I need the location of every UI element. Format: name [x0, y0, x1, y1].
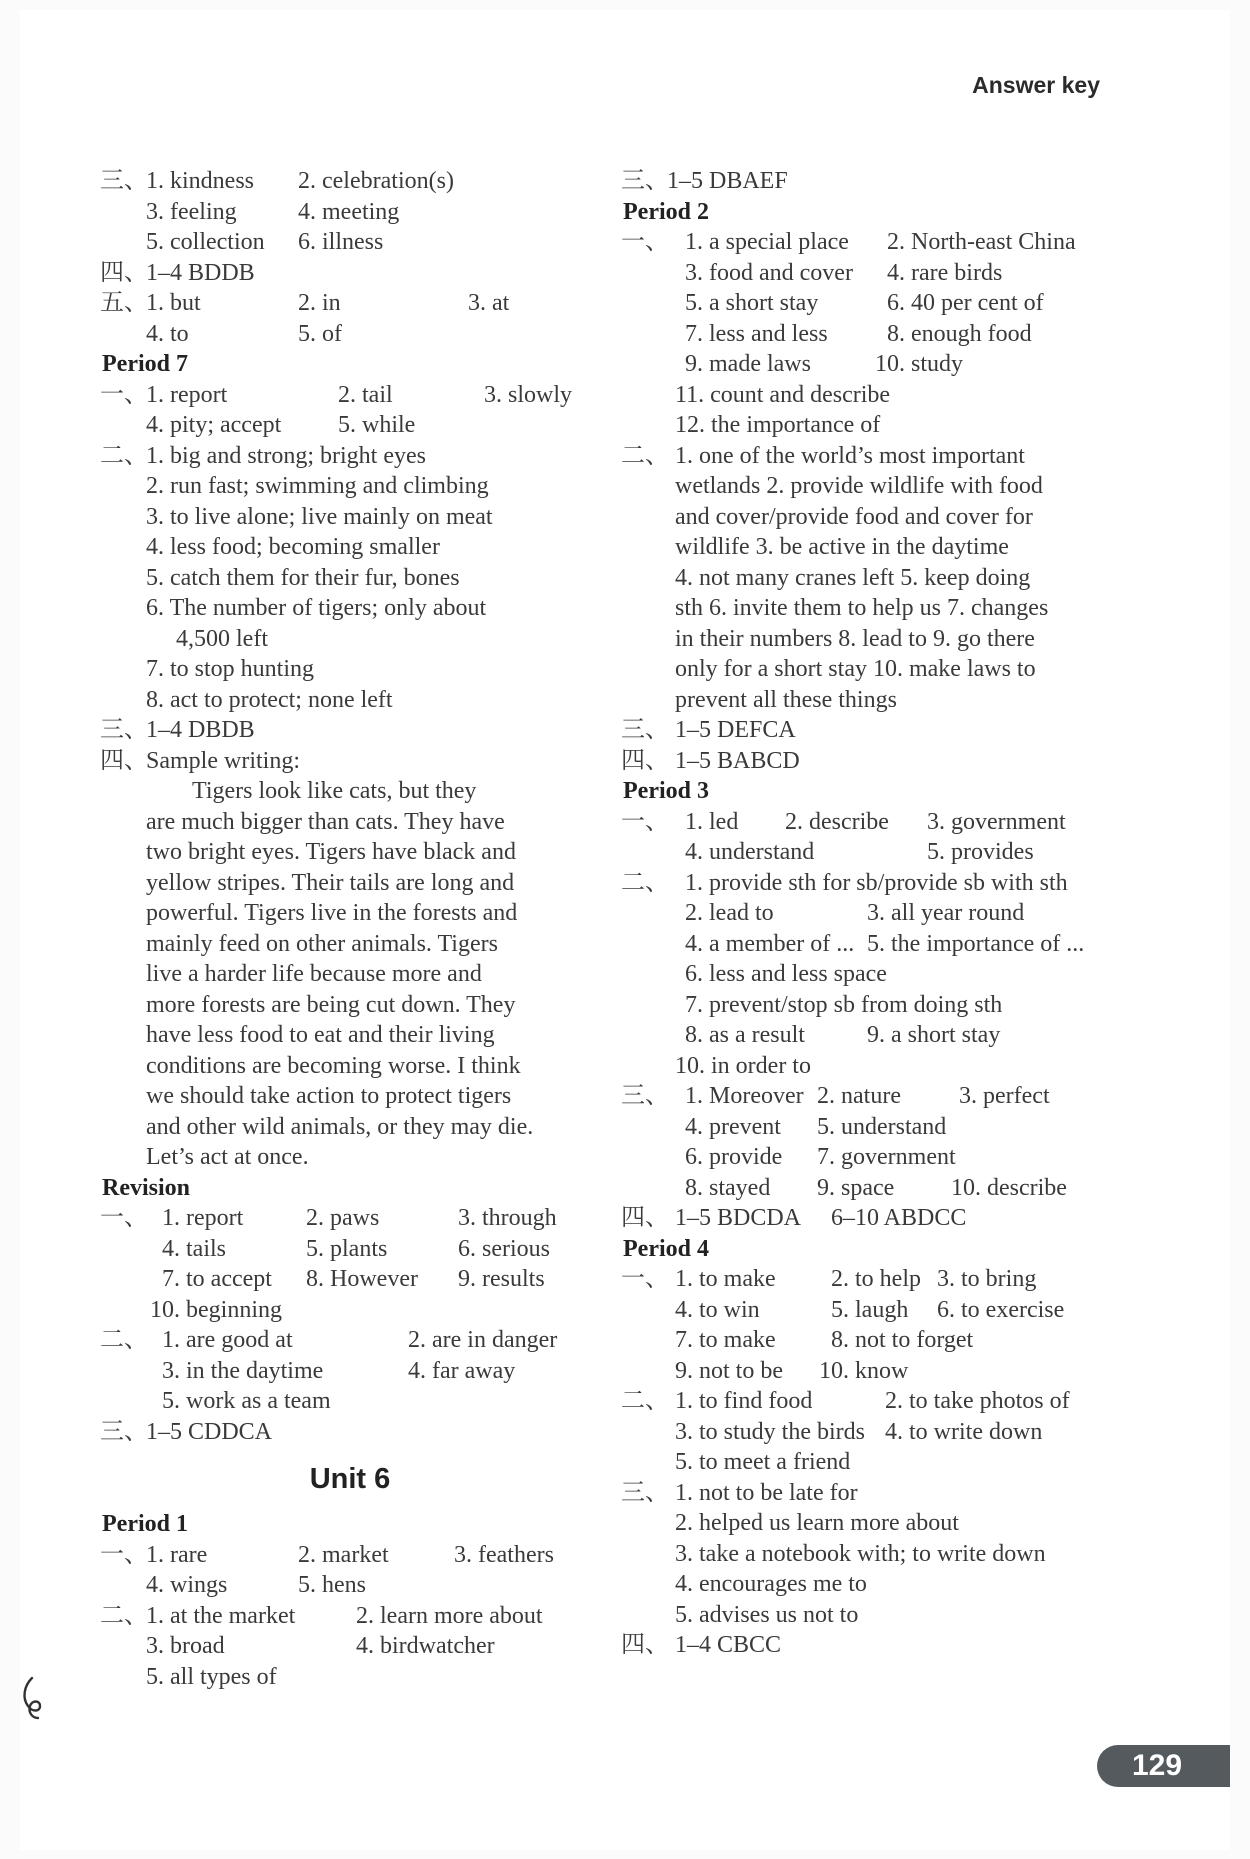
answer-line [100, 1020, 600, 1051]
answer-line [100, 1295, 600, 1326]
answer-line [100, 1203, 600, 1234]
section-heading [100, 349, 600, 380]
page-number: 129 [1131, 1749, 1183, 1782]
answer-text: Sample writing: [146, 747, 300, 774]
period-heading: Period 1 [102, 1511, 188, 1537]
answer-text: 8. stayed [685, 1174, 771, 1201]
answer-text: 4. rare birds [887, 259, 1003, 286]
answer-text: 6–10 ABDCC [831, 1205, 967, 1231]
answer-line [621, 868, 1121, 899]
section-marker: 二、 [100, 1327, 148, 1353]
answer-text: 3. in the daytime [162, 1357, 324, 1384]
answer-text: 4. prevent [685, 1113, 781, 1140]
answer-text: 4. a member of ... [685, 930, 855, 957]
answer-line [621, 1356, 1121, 1387]
answer-text: 8. However [306, 1266, 418, 1292]
answer-text: 1. provide sth for sb/provide sb with sth [685, 869, 1068, 896]
answer-text: 1. kindness [146, 168, 254, 194]
answer-text: 3. to live alone; live mainly on meat [146, 503, 493, 530]
answer-text: 1–4 DBDB [146, 717, 255, 743]
answer-text: 7. to accept [162, 1266, 272, 1292]
answer-line [100, 471, 600, 502]
answer-line [621, 471, 1121, 502]
answer-line [621, 441, 1121, 472]
answer-text: 4. understand [685, 839, 815, 865]
answer-text: 4,500 left [176, 625, 268, 652]
answer-text: and other wild animals, or they may die. [146, 1113, 534, 1140]
answer-line [100, 1264, 600, 1295]
section-marker: 五、 [100, 290, 148, 316]
answer-line [100, 959, 600, 990]
answer-text: 8. not to forget [831, 1327, 974, 1353]
answer-line [100, 1386, 600, 1417]
answer-line [100, 624, 600, 655]
answer-text: 8. enough food [887, 320, 1032, 347]
answer-line [100, 1631, 600, 1662]
answer-text: 5. all types of [146, 1663, 277, 1690]
answer-line [621, 227, 1121, 258]
answer-text: 1–5 DBAEF [667, 168, 788, 194]
answer-text: 5. catch them for their fur, bones [146, 564, 460, 591]
answer-line [621, 380, 1121, 411]
answer-line [100, 990, 600, 1021]
answer-line [621, 563, 1121, 594]
answer-text: 5. of [298, 320, 342, 347]
answer-line [100, 746, 600, 777]
period-heading: Period 7 [102, 351, 188, 377]
answer-text: 2. nature [817, 1083, 901, 1109]
answer-text: 4. to win [675, 1296, 760, 1323]
answer-text: Let’s act at once. [146, 1144, 309, 1170]
section-marker: 一、 [621, 808, 669, 835]
answer-line [100, 197, 600, 228]
answer-text: 3. slowly [484, 381, 573, 408]
answer-line [621, 1478, 1121, 1509]
answer-text: 7. prevent/stop sb from doing sth [685, 991, 1003, 1018]
answer-text: 9. not to be [675, 1357, 783, 1384]
answer-text: 5. advises us not to [675, 1601, 859, 1628]
answer-text: 6. to exercise [937, 1296, 1065, 1323]
section-marker: 二、 [621, 442, 669, 469]
answer-text: 3. government [927, 808, 1066, 835]
answer-line [100, 1662, 600, 1693]
answer-text: 4. less food; becoming smaller [146, 534, 440, 560]
answer-text: 6. 40 per cent of [887, 290, 1044, 316]
section-heading [621, 1234, 1121, 1265]
section-marker: 一、 [100, 1205, 148, 1231]
answer-text: 9. results [458, 1266, 545, 1292]
answer-line [100, 1112, 600, 1143]
answer-line [100, 227, 600, 258]
answer-text: 3. at [468, 290, 510, 316]
answer-text: 1. to make [675, 1266, 776, 1292]
answer-line [100, 1325, 600, 1356]
answer-text: 7. less and less [685, 320, 828, 347]
unit-title: Unit 6 [309, 1463, 391, 1495]
answer-text: 2. market [298, 1541, 389, 1568]
answer-line [621, 532, 1121, 563]
answer-text: 8. act to protect; none left [146, 686, 393, 713]
answer-text: 1–4 BDDB [146, 259, 255, 286]
answer-line [100, 410, 600, 441]
answer-text: 7. government [817, 1144, 956, 1170]
answer-text: 5. plants [306, 1235, 388, 1262]
answer-line [100, 441, 600, 472]
answer-line [100, 1234, 600, 1265]
answer-text: 10. beginning [150, 1296, 282, 1323]
answer-line [621, 502, 1121, 533]
answer-text: mainly feed on other animals. Tigers [146, 930, 498, 957]
answer-text: 6. The number of tigers; only about [146, 595, 487, 621]
answer-line [621, 1264, 1121, 1295]
answer-text: 3. to bring [937, 1266, 1037, 1292]
answer-text: 1–5 BABCD [675, 747, 800, 774]
answer-line [621, 1417, 1121, 1448]
answer-text: 4. wings [146, 1572, 228, 1598]
answer-line [100, 837, 600, 868]
answer-text: 10. in order to [675, 1052, 811, 1079]
answer-text: 4. birdwatcher [356, 1633, 495, 1659]
section-marker: 三、 [100, 1418, 148, 1445]
answer-text: 2. tail [338, 381, 393, 408]
answer-line [621, 1447, 1121, 1478]
section-marker: 三、 [100, 717, 148, 743]
section-marker: 四、 [621, 747, 669, 774]
answer-line [621, 1600, 1121, 1631]
answer-text: conditions are becoming worse. I think [146, 1052, 521, 1079]
section-marker: 一、 [621, 1266, 669, 1292]
section-marker: 四、 [100, 259, 148, 286]
answer-line [100, 929, 600, 960]
section-marker: 一、 [100, 1541, 148, 1568]
answer-text: wetlands 2. provide wildlife with food [675, 473, 1043, 499]
answer-text: 2. to help [831, 1266, 921, 1292]
answer-text: 1. a special place [685, 229, 849, 255]
answer-text: prevent all these things [675, 686, 897, 713]
answer-text: 5. understand [817, 1113, 947, 1140]
answer-text: 6. serious [458, 1235, 550, 1262]
answer-line [100, 1601, 600, 1632]
answer-line [621, 654, 1121, 685]
answer-line [100, 776, 600, 807]
answer-line [621, 1508, 1121, 1539]
answer-text: are much bigger than cats. They have [146, 808, 505, 835]
answer-text: 1. rare [146, 1541, 208, 1568]
answer-text: 4. to write down [885, 1418, 1043, 1445]
answer-text: 2. to take photos of [885, 1388, 1070, 1414]
answer-text: sth 6. invite them to help us 7. changes [675, 595, 1049, 621]
answer-text: 5. while [338, 412, 416, 438]
section-marker: 二、 [621, 869, 669, 896]
answer-text: 10. describe [951, 1174, 1067, 1201]
answer-line [621, 1386, 1121, 1417]
answer-text: 5. to meet a friend [675, 1449, 851, 1475]
answer-text: 3. through [458, 1205, 557, 1231]
answer-line [100, 868, 600, 899]
answer-line [621, 1203, 1121, 1234]
answer-text: two bright eyes. Tigers have black and [146, 839, 516, 865]
answer-line [621, 1081, 1121, 1112]
section-marker: 三、 [621, 1083, 669, 1109]
answer-text: more forests are being cut down. They [146, 991, 516, 1018]
answer-text: yellow stripes. Their tails are long and [146, 869, 515, 896]
answer-text: we should take action to protect tigers [146, 1083, 512, 1109]
answer-line [621, 166, 1121, 197]
answer-text: 4. tails [162, 1235, 226, 1262]
answer-line [100, 654, 600, 685]
answer-text: 1–5 DEFCA [675, 717, 796, 743]
answer-line [621, 624, 1121, 655]
period-heading: Period 3 [623, 778, 709, 804]
answer-line [621, 319, 1121, 350]
section-marker: 四、 [100, 747, 148, 774]
answer-text: 1–5 BDCDA [675, 1205, 802, 1231]
answer-text: 3. take a notebook with; to write down [675, 1540, 1046, 1567]
answer-line [621, 258, 1121, 289]
answer-text: 5. provides [927, 839, 1034, 865]
answer-text: 2. learn more about [356, 1602, 543, 1629]
answer-text: have less food to eat and their living [146, 1022, 495, 1048]
answer-line [621, 715, 1121, 746]
answer-text: 1. report [162, 1205, 244, 1231]
period-heading: Revision [102, 1174, 191, 1201]
answer-text: 1–4 CBCC [675, 1632, 782, 1658]
answer-text: in their numbers 8. lead to 9. go there [675, 625, 1035, 652]
answer-line [100, 563, 600, 594]
answer-text: 5. collection [146, 229, 265, 255]
answer-line [100, 1417, 600, 1448]
answer-text: 5. hens [298, 1572, 366, 1598]
section-heading [621, 197, 1121, 228]
answer-text: 7. to stop hunting [146, 656, 315, 682]
section-heading [100, 1173, 600, 1204]
answer-text: Tigers look like cats, but they [192, 778, 477, 804]
answer-line [100, 715, 600, 746]
answer-line [621, 1142, 1121, 1173]
answer-line [621, 990, 1121, 1021]
publisher-logo-icon [18, 1676, 48, 1720]
answer-line [100, 1081, 600, 1112]
section-marker: 二、 [621, 1388, 669, 1414]
answer-text: 9. a short stay [867, 1022, 1001, 1048]
answer-text: 6. provide [685, 1144, 783, 1170]
answer-line [621, 837, 1121, 868]
answer-line [100, 319, 600, 350]
answer-text: 1. at the market [146, 1602, 296, 1629]
answer-line [100, 593, 600, 624]
answer-line [621, 898, 1121, 929]
right-column [621, 166, 1121, 1661]
answer-text: 5. a short stay [685, 290, 819, 316]
answer-text: 5. laugh [831, 1296, 909, 1323]
answer-line [621, 1295, 1121, 1326]
answer-text: 1. report [146, 381, 228, 408]
answer-text: 4. encourages me to [675, 1571, 867, 1597]
answer-text: 1. one of the world’s most important [675, 442, 1025, 469]
header-title: Answer key [972, 72, 1100, 98]
answer-line [621, 349, 1121, 380]
answer-text: powerful. Tigers live in the forests and [146, 900, 518, 926]
answer-text: 1. but [146, 290, 201, 316]
left-column [100, 166, 600, 1692]
answer-text: 11. count and describe [675, 381, 891, 408]
section-heading [621, 776, 1121, 807]
answer-line [100, 166, 600, 197]
answer-line [621, 1020, 1121, 1051]
answer-text: 1. big and strong; bright eyes [146, 442, 426, 469]
answer-text: 3. perfect [959, 1083, 1050, 1109]
answer-text: 1. led [685, 808, 739, 835]
answer-text: 2. helped us learn more about [675, 1510, 959, 1536]
answer-text: 6. less and less space [685, 961, 887, 987]
answer-line [621, 410, 1121, 441]
answer-text: 9. space [817, 1174, 895, 1201]
answer-text: 4. pity; accept [146, 412, 282, 438]
answer-text: 1. not to be late for [675, 1479, 858, 1506]
answer-line [100, 1570, 600, 1601]
answer-text: 2. celebration(s) [298, 168, 454, 194]
answer-line [621, 1325, 1121, 1356]
answer-line [621, 1173, 1121, 1204]
answer-text: 2. run fast; swimming and climbing [146, 473, 489, 499]
answer-text: 1. are good at [162, 1327, 293, 1353]
answer-line [100, 532, 600, 563]
answer-line [100, 1051, 600, 1082]
answer-text: 3. feathers [454, 1541, 554, 1568]
answer-line [621, 1569, 1121, 1600]
answer-text: only for a short stay 10. make laws to [675, 656, 1036, 682]
answer-text: 4. not many cranes left 5. keep doing [675, 564, 1031, 591]
answer-text: live a harder life because more and [146, 961, 482, 987]
answer-text: 5. the importance of ... [867, 930, 1085, 957]
answer-line [621, 1630, 1121, 1661]
section-marker: 三、 [100, 168, 148, 194]
answer-line [100, 288, 600, 319]
answer-line [621, 746, 1121, 777]
answer-text: and cover/provide food and cover for [675, 503, 1033, 530]
section-marker: 二、 [100, 442, 148, 469]
answer-text: 2. describe [785, 808, 889, 835]
answer-line [100, 502, 600, 533]
answer-line [100, 1142, 600, 1173]
answer-line [621, 1539, 1121, 1570]
answer-text: 2. North-east China [887, 229, 1076, 255]
answer-text: 10. study [875, 351, 964, 377]
answer-text: 7. to make [675, 1327, 776, 1353]
section-heading [100, 1509, 600, 1540]
section-marker: 四、 [621, 1632, 669, 1658]
answer-text: 1. to find food [675, 1388, 813, 1414]
answer-text: 3. to study the birds [675, 1418, 865, 1445]
answer-line [621, 959, 1121, 990]
answer-text: 12. the importance of [675, 412, 881, 438]
answer-line [621, 807, 1121, 838]
answer-line [621, 1051, 1121, 1082]
section-marker: 四、 [621, 1205, 669, 1231]
answer-line [621, 1112, 1121, 1143]
answer-text: 10. know [819, 1357, 909, 1384]
answer-text: 5. work as a team [162, 1388, 331, 1414]
answer-text: 4. far away [408, 1357, 516, 1384]
section-marker: 三、 [621, 168, 669, 194]
answer-line [100, 258, 600, 289]
answer-line [621, 593, 1121, 624]
section-marker: 三、 [621, 717, 669, 743]
answer-line [100, 898, 600, 929]
answer-line [621, 288, 1121, 319]
section-marker: 二、 [100, 1602, 148, 1629]
answer-text: 4. meeting [298, 198, 400, 225]
answer-line [100, 685, 600, 716]
answer-line [100, 1356, 600, 1387]
answer-text: 4. to [146, 320, 189, 347]
answer-text: 2. paws [306, 1205, 380, 1231]
answer-text: wildlife 3. be active in the daytime [675, 534, 1009, 560]
answer-line [100, 807, 600, 838]
answer-line [100, 380, 600, 411]
answer-text: 9. made laws [685, 351, 811, 377]
period-heading: Period 2 [623, 198, 709, 225]
answer-text: 2. lead to [685, 900, 774, 926]
answer-text: 8. as a result [685, 1022, 805, 1048]
answer-line [100, 1540, 600, 1571]
answer-text: 1. Moreover [685, 1083, 804, 1109]
answer-text: 2. are in danger [408, 1327, 558, 1353]
answer-text: 3. food and cover [685, 259, 853, 286]
section-marker: 一、 [100, 381, 148, 408]
answer-text: 6. illness [298, 229, 384, 255]
answer-text: 3. feeling [146, 198, 237, 225]
section-marker: 一、 [621, 229, 669, 255]
answer-line [621, 685, 1121, 716]
answer-text: 2. in [298, 290, 341, 316]
answer-text: 3. broad [146, 1633, 225, 1659]
period-heading: Period 4 [623, 1235, 709, 1262]
section-marker: 三、 [621, 1479, 669, 1506]
answer-text: 3. all year round [867, 900, 1025, 926]
answer-text: 1–5 CDDCA [146, 1418, 273, 1445]
answer-line [621, 929, 1121, 960]
